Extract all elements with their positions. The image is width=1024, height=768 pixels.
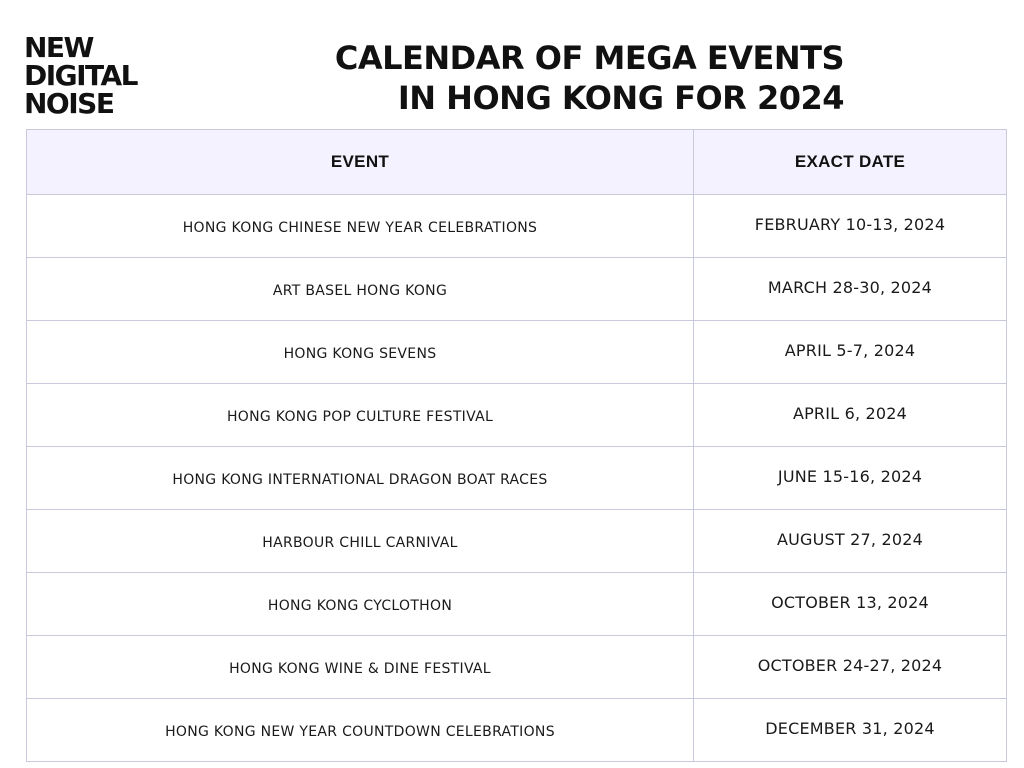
event-date-cell: APRIL 6, 2024 (694, 384, 1007, 447)
table-row (27, 258, 1007, 321)
page-title (335, 38, 844, 118)
event-date-cell: MARCH 28-30, 2024 (694, 258, 1007, 321)
column-header-event: EVENT (27, 130, 694, 195)
logo-line-2: DIGITAL (24, 59, 137, 92)
table-row (27, 195, 1007, 258)
event-date-cell: OCTOBER 13, 2024 (694, 573, 1007, 636)
event-name-cell: HONG KONG INTERNATIONAL DRAGON BOAT RACES (27, 447, 694, 510)
table-row (27, 573, 1007, 636)
event-name-cell: HONG KONG WINE & DINE FESTIVAL (27, 636, 694, 699)
events-table (26, 129, 1007, 762)
event-date-cell: OCTOBER 24-27, 2024 (694, 636, 1007, 699)
title-line-2: IN HONG KONG FOR 2024 (397, 79, 844, 117)
table-header (27, 130, 1007, 195)
table-row (27, 384, 1007, 447)
table-row (27, 447, 1007, 510)
event-date-cell: APRIL 5-7, 2024 (694, 321, 1007, 384)
column-header-date: EXACT DATE (694, 130, 1007, 195)
table-row (27, 636, 1007, 699)
table-row (27, 321, 1007, 384)
logo-line-3: NOISE (24, 87, 114, 120)
event-date-cell: FEBRUARY 10-13, 2024 (694, 195, 1007, 258)
brand-logo (24, 31, 137, 120)
event-name-cell: HARBOUR CHILL CARNIVAL (27, 510, 694, 573)
event-name-cell: HONG KONG CYCLOTHON (27, 573, 694, 636)
event-name-cell: HONG KONG SEVENS (27, 321, 694, 384)
logo-line-1: NEW (24, 31, 93, 64)
event-name-cell: HONG KONG NEW YEAR COUNTDOWN CELEBRATIONS (27, 699, 694, 762)
event-name-cell: ART BASEL HONG KONG (27, 258, 694, 321)
event-date-cell: JUNE 15-16, 2024 (694, 447, 1007, 510)
event-date-cell: AUGUST 27, 2024 (694, 510, 1007, 573)
event-name-cell: HONG KONG POP CULTURE FESTIVAL (27, 384, 694, 447)
table-body (27, 195, 1007, 762)
event-date-cell: DECEMBER 31, 2024 (694, 699, 1007, 762)
table-row (27, 699, 1007, 762)
header-row (27, 130, 1007, 195)
event-name-cell: HONG KONG CHINESE NEW YEAR CELEBRATIONS (27, 195, 694, 258)
table-row (27, 510, 1007, 573)
title-line-1: CALENDAR OF MEGA EVENTS (334, 39, 844, 77)
